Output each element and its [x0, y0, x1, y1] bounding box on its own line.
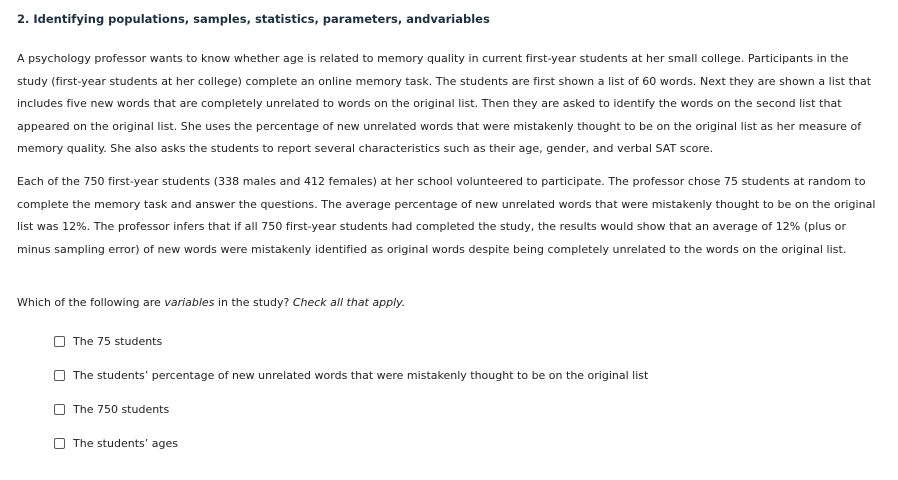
answer-option-percentage[interactable]: [54, 366, 877, 384]
checkbox-icon[interactable]: [54, 438, 65, 449]
checkbox-icon[interactable]: [54, 404, 65, 415]
question-prompt: [17, 294, 877, 312]
checkbox-icon[interactable]: [54, 370, 65, 381]
scenario-paragraph-2: Each of the 750 first-year students (338 males and 412 females) at her school volunteered to participate. The professor chose 75 students at random to complete the memory task and answer the questions. The average percentage of new unrelated words that were mistakenly thought to be on the original list was 12%. The professor infers that if all 750 first-year students had completed the study, the results would show that an average of 12% (plus or minus sampling error) of new words were mistakenly identified as original words despite being completely unrelated to the words on the original list.: [17, 174, 876, 256]
option-label: The students’ percentage of new unrelated words that were mistakenly thought to be on the original list: [73, 368, 649, 382]
question-emphasis: variables: [164, 296, 215, 310]
question-container: [17, 0, 877, 468]
question-prefix: Which of the following are: [17, 296, 165, 310]
answer-option-75-students[interactable]: [54, 332, 877, 350]
question-instruction: Check all that apply.: [292, 296, 406, 310]
answer-option-750-students[interactable]: [54, 400, 877, 418]
checkbox-icon[interactable]: [54, 336, 65, 347]
option-label: The students’ ages: [73, 436, 178, 450]
question-middle: in the study?: [214, 296, 293, 310]
option-label: The 750 students: [73, 402, 170, 416]
scenario-paragraph-1: A psychology professor wants to know whether age is related to memory quality in current first-year students at her small college. Participants in the study (first-year students at her college) complete an online memory task. The students are first shown a list of 60 words. Next they are shown a list that includes five new words that are completely unrelated to words on the original list. Then they are asked to identify the words on the second list that appeared on the original list. She uses the percentage of new unrelated words that were mistakenly thought to be on the original list as her measure of memory quality. She also asks the students to report several characteristics such as their age, gender, and verbal SAT score.: [17, 52, 872, 156]
answer-options: [54, 332, 877, 452]
option-label: The 75 students: [73, 334, 163, 348]
answer-option-ages[interactable]: [54, 434, 877, 452]
question-title: 2. Identifying populations, samples, statistics, parameters, andvariables: [17, 12, 490, 26]
